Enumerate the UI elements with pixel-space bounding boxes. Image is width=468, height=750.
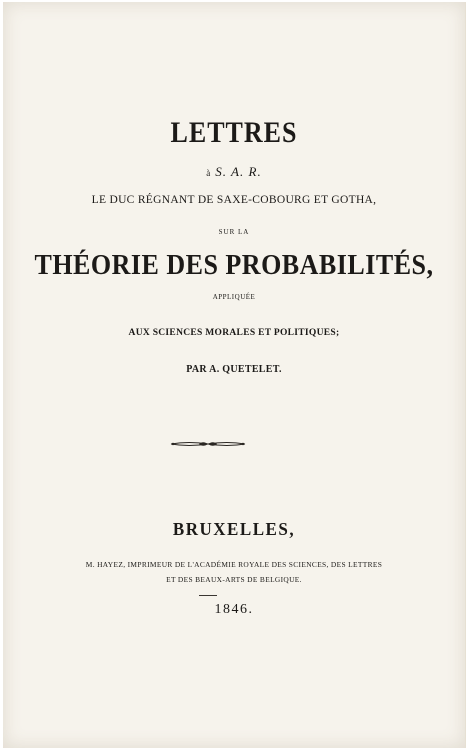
- dedication-prefix: à: [206, 168, 212, 178]
- applied-to-line: AUX SCIENCES MORALES ET POLITIQUES;: [128, 328, 340, 338]
- dedication-line: [3, 164, 465, 180]
- author-line: PAR A. QUETELET.: [186, 364, 282, 375]
- applied-label: APPLIQUÉE: [212, 293, 256, 301]
- publication-year: 1846.: [214, 602, 254, 617]
- connector-text: SUR LA: [218, 228, 250, 236]
- printer-line-1: M. HAYEZ, IMPRIMEUR DE L'ACADÉMIE ROYALE DES SCIENCES, DES LETTRES: [85, 560, 383, 569]
- book-title: LETTRES: [170, 115, 298, 150]
- addressee-line: LE DUC RÉGNANT DE SAXE-COBOURG ET GOTHA,: [91, 194, 377, 206]
- subject-heading: THÉORIE DES PROBABILITÉS,: [34, 248, 434, 281]
- imprint-city: BRUXELLES,: [172, 519, 296, 540]
- title-page: [3, 2, 466, 748]
- dedication-name: S. A. R.: [215, 164, 262, 179]
- printer-line-2: ET DES BEAUX-ARTS DE BELGIQUE.: [166, 575, 302, 584]
- short-divider: [199, 595, 217, 596]
- decorative-rule-ornament: [169, 438, 247, 450]
